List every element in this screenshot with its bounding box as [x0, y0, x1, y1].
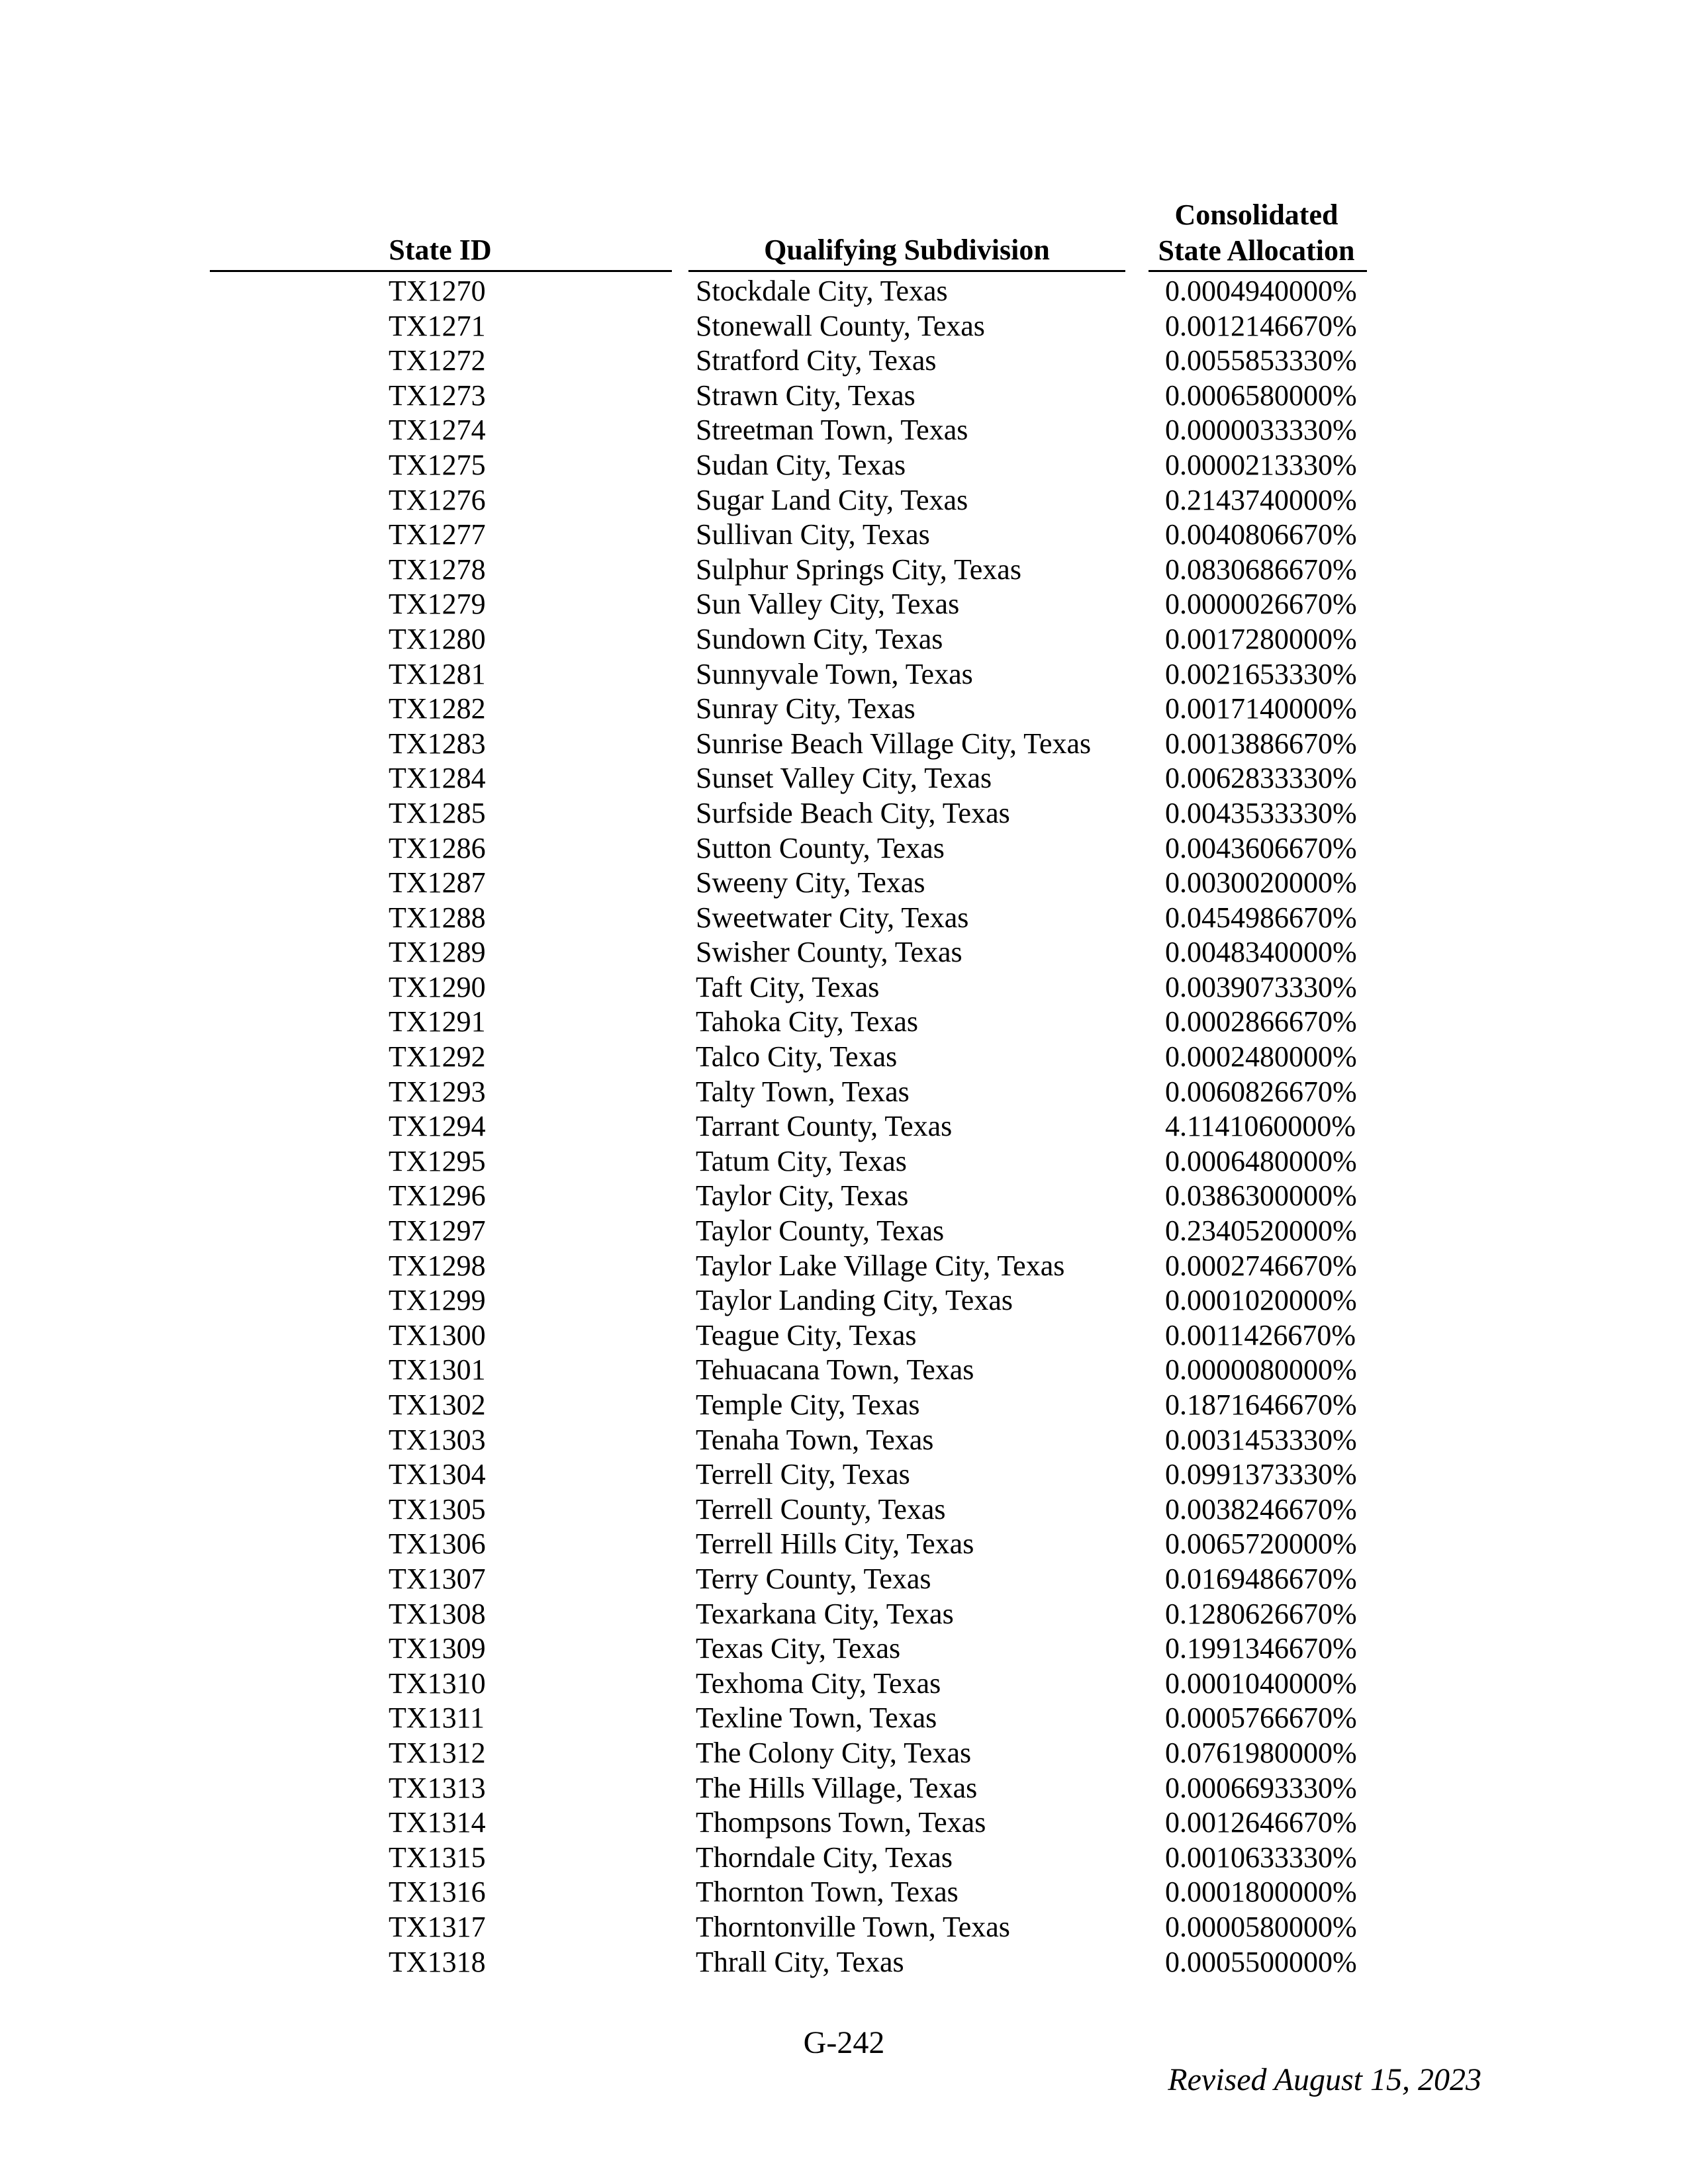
subdivision-cell: Thornton Town, Texas [696, 1876, 959, 1909]
subdivision-cell: Surfside Beach City, Texas [696, 796, 1010, 829]
subdivision-cell: Stratford City, Texas [696, 344, 937, 377]
state-id-cell: TX1284 [389, 762, 486, 795]
table-row [0, 1910, 1688, 1945]
header-state-id: State ID [389, 234, 492, 266]
table-row [0, 309, 1688, 344]
state-id-cell: TX1272 [389, 344, 486, 377]
state-id-cell: TX1318 [389, 1945, 486, 1978]
table-row [0, 518, 1688, 553]
table-row [0, 274, 1688, 309]
subdivision-cell: Tenaha Town, Texas [696, 1423, 934, 1456]
allocation-table-body [0, 274, 1688, 1979]
allocation-cell: 0.0017140000% [1165, 692, 1357, 725]
table-row [0, 1249, 1688, 1284]
table-row [0, 1075, 1688, 1110]
allocation-cell: 0.0001800000% [1165, 1876, 1357, 1909]
state-id-cell: TX1295 [389, 1144, 486, 1177]
state-id-cell: TX1294 [389, 1110, 486, 1143]
state-id-cell: TX1275 [389, 448, 486, 481]
allocation-cell: 0.0060826670% [1165, 1075, 1357, 1108]
table-row [0, 1005, 1688, 1040]
subdivision-cell: Taft City, Texas [696, 970, 880, 1003]
state-id-cell: TX1282 [389, 692, 486, 725]
table-row [0, 935, 1688, 970]
allocation-cell: 0.0043533330% [1165, 796, 1357, 829]
subdivision-cell: Terrell Hills City, Texas [696, 1527, 974, 1561]
state-id-cell: TX1304 [389, 1458, 486, 1491]
state-id-cell: TX1308 [389, 1597, 486, 1630]
table-row [0, 1875, 1688, 1910]
state-id-cell: TX1297 [389, 1214, 486, 1248]
state-id-cell: TX1291 [389, 1005, 486, 1038]
revision-date: Revised August 15, 2023 [1168, 2062, 1481, 2097]
table-row [0, 1945, 1688, 1980]
table-row [0, 1631, 1688, 1666]
allocation-cell: 0.0002746670% [1165, 1249, 1357, 1282]
subdivision-cell: Sweeny City, Texas [696, 866, 925, 899]
table-row [0, 1283, 1688, 1318]
subdivision-cell: Texarkana City, Texas [696, 1597, 954, 1630]
state-id-cell: TX1292 [389, 1040, 486, 1073]
subdivision-cell: Thorntonville Town, Texas [696, 1910, 1010, 1943]
header-rule-subdivision [688, 270, 1125, 272]
subdivision-cell: Talty Town, Texas [696, 1075, 910, 1108]
allocation-cell: 0.0169486670% [1165, 1562, 1357, 1595]
allocation-cell: 0.0006693330% [1165, 1771, 1357, 1804]
subdivision-cell: Texas City, Texas [696, 1632, 901, 1665]
allocation-cell: 0.0000213330% [1165, 448, 1357, 481]
state-id-cell: TX1286 [389, 831, 486, 864]
subdivision-cell: Sulphur Springs City, Texas [696, 553, 1021, 586]
state-id-cell: TX1307 [389, 1562, 486, 1595]
table-row [0, 1771, 1688, 1806]
table-row [0, 622, 1688, 657]
subdivision-cell: Thrall City, Texas [696, 1945, 904, 1978]
allocation-cell: 0.0006580000% [1165, 379, 1357, 412]
allocation-cell: 0.0005500000% [1165, 1945, 1357, 1978]
state-id-cell: TX1309 [389, 1632, 486, 1665]
state-id-cell: TX1299 [389, 1284, 486, 1317]
state-id-cell: TX1312 [389, 1736, 486, 1769]
state-id-cell: TX1301 [389, 1353, 486, 1387]
subdivision-cell: Terrell City, Texas [696, 1458, 910, 1491]
allocation-cell: 0.0830686670% [1165, 553, 1357, 586]
table-row [0, 587, 1688, 622]
page-number: G-242 [803, 2025, 885, 2060]
table-row [0, 831, 1688, 866]
header-allocation-line2: State Allocation [1158, 234, 1355, 267]
table-row [0, 1388, 1688, 1423]
table-row [0, 901, 1688, 936]
table-row [0, 1144, 1688, 1179]
allocation-cell: 0.0000026670% [1165, 588, 1357, 621]
subdivision-cell: Sweetwater City, Texas [696, 901, 969, 934]
table-row [0, 692, 1688, 727]
allocation-cell: 0.0002866670% [1165, 1005, 1357, 1038]
table-row [0, 1841, 1688, 1876]
subdivision-cell: Thompsons Town, Texas [696, 1806, 986, 1839]
subdivision-cell: Strawn City, Texas [696, 379, 915, 412]
table-row [0, 761, 1688, 796]
allocation-cell: 0.1280626670% [1165, 1597, 1357, 1630]
allocation-cell: 0.0040806670% [1165, 518, 1357, 551]
allocation-cell: 0.0001040000% [1165, 1666, 1357, 1700]
allocation-cell: 0.0991373330% [1165, 1458, 1357, 1491]
allocation-cell: 0.0065720000% [1165, 1527, 1357, 1561]
allocation-cell: 0.0006480000% [1165, 1144, 1357, 1177]
allocation-cell: 4.1141060000% [1165, 1110, 1356, 1143]
subdivision-cell: Sunray City, Texas [696, 692, 915, 725]
subdivision-cell: Sunnyvale Town, Texas [696, 657, 973, 690]
subdivision-cell: Streetman Town, Texas [696, 414, 968, 447]
table-row [0, 343, 1688, 379]
state-id-cell: TX1276 [389, 483, 486, 516]
subdivision-cell: Taylor Lake Village City, Texas [696, 1249, 1065, 1282]
allocation-cell: 0.1871646670% [1165, 1388, 1357, 1421]
allocation-cell: 0.0386300000% [1165, 1179, 1357, 1212]
allocation-cell: 0.0021653330% [1165, 657, 1357, 690]
subdivision-cell: Tahoka City, Texas [696, 1005, 918, 1038]
subdivision-cell: Thorndale City, Texas [696, 1841, 953, 1874]
subdivision-cell: Terry County, Texas [696, 1562, 931, 1595]
state-id-cell: TX1300 [389, 1318, 486, 1351]
state-id-cell: TX1296 [389, 1179, 486, 1212]
subdivision-cell: Sundown City, Texas [696, 622, 943, 655]
subdivision-cell: Sunrise Beach Village City, Texas [696, 727, 1092, 760]
table-row [0, 1423, 1688, 1458]
state-id-cell: TX1313 [389, 1771, 486, 1804]
table-row [0, 1179, 1688, 1214]
allocation-cell: 0.0005766670% [1165, 1702, 1357, 1735]
state-id-cell: TX1314 [389, 1806, 486, 1839]
state-id-cell: TX1289 [389, 936, 486, 969]
table-row [0, 727, 1688, 762]
table-row [0, 1805, 1688, 1841]
allocation-cell: 0.0031453330% [1165, 1423, 1357, 1456]
header-allocation-line1: Consolidated [1174, 199, 1338, 231]
subdivision-cell: Sullivan City, Texas [696, 518, 930, 551]
subdivision-cell: Sutton County, Texas [696, 831, 945, 864]
state-id-cell: TX1311 [389, 1702, 485, 1735]
allocation-cell: 0.0017280000% [1165, 622, 1357, 655]
header-qualifying-subdivision: Qualifying Subdivision [764, 234, 1050, 266]
allocation-cell: 0.1991346670% [1165, 1632, 1357, 1665]
subdivision-cell: Stonewall County, Texas [696, 309, 985, 342]
subdivision-cell: Temple City, Texas [696, 1388, 920, 1421]
state-id-cell: TX1281 [389, 657, 486, 690]
state-id-cell: TX1317 [389, 1910, 486, 1943]
table-row [0, 866, 1688, 901]
subdivision-cell: Tatum City, Texas [696, 1144, 907, 1177]
state-id-cell: TX1305 [389, 1492, 486, 1525]
subdivision-cell: Swisher County, Texas [696, 936, 962, 969]
subdivision-cell: Sudan City, Texas [696, 448, 906, 481]
table-row [0, 413, 1688, 448]
state-id-cell: TX1277 [389, 518, 486, 551]
table-row [0, 448, 1688, 483]
state-id-cell: TX1274 [389, 414, 486, 447]
state-id-cell: TX1280 [389, 622, 486, 655]
subdivision-cell: The Hills Village, Texas [696, 1771, 978, 1804]
allocation-cell: 0.0038246670% [1165, 1492, 1357, 1525]
allocation-cell: 0.0055853330% [1165, 344, 1357, 377]
table-row [0, 1736, 1688, 1771]
allocation-cell: 0.0454986670% [1165, 901, 1357, 934]
header-consolidated-state-allocation [1144, 197, 1369, 269]
state-id-cell: TX1298 [389, 1249, 486, 1282]
allocation-cell: 0.0012146670% [1165, 309, 1357, 342]
state-id-cell: TX1270 [389, 275, 486, 307]
state-id-cell: TX1316 [389, 1876, 486, 1909]
table-row [0, 1666, 1688, 1702]
table-row [0, 657, 1688, 692]
state-id-cell: TX1303 [389, 1423, 486, 1456]
allocation-cell: 0.0062833330% [1165, 762, 1357, 795]
state-id-cell: TX1273 [389, 379, 486, 412]
header-rule-allocation [1149, 270, 1367, 272]
state-id-cell: TX1287 [389, 866, 486, 899]
subdivision-cell: Texhoma City, Texas [696, 1666, 941, 1700]
state-id-cell: TX1302 [389, 1388, 486, 1421]
table-row [0, 1492, 1688, 1527]
allocation-cell: 0.2340520000% [1165, 1214, 1357, 1248]
table-row [0, 1527, 1688, 1562]
subdivision-cell: Tehuacana Town, Texas [696, 1353, 974, 1387]
table-row [0, 970, 1688, 1005]
subdivision-cell: Terrell County, Texas [696, 1492, 946, 1525]
subdivision-cell: Teague City, Texas [696, 1318, 917, 1351]
table-row [0, 796, 1688, 831]
table-row [0, 1109, 1688, 1144]
subdivision-cell: Sunset Valley City, Texas [696, 762, 992, 795]
table-row [0, 1457, 1688, 1492]
allocation-cell: 0.0030020000% [1165, 866, 1357, 899]
subdivision-cell: Texline Town, Texas [696, 1702, 937, 1735]
table-row [0, 1562, 1688, 1597]
allocation-cell: 0.0761980000% [1165, 1736, 1357, 1769]
subdivision-cell: The Colony City, Texas [696, 1736, 972, 1769]
subdivision-cell: Taylor City, Texas [696, 1179, 909, 1212]
table-row [0, 1318, 1688, 1353]
table-row [0, 483, 1688, 518]
allocation-cell: 0.0000580000% [1165, 1910, 1357, 1943]
state-id-cell: TX1288 [389, 901, 486, 934]
allocation-cell: 0.0043606670% [1165, 831, 1357, 864]
allocation-cell: 0.2143740000% [1165, 483, 1357, 516]
allocation-cell: 0.0004940000% [1165, 275, 1357, 307]
allocation-cell: 0.0000080000% [1165, 1353, 1357, 1387]
state-id-cell: TX1290 [389, 970, 486, 1003]
table-row [0, 1040, 1688, 1075]
state-id-cell: TX1279 [389, 588, 486, 621]
subdivision-cell: Sugar Land City, Texas [696, 483, 968, 516]
subdivision-cell: Taylor County, Texas [696, 1214, 945, 1248]
table-row [0, 1353, 1688, 1388]
allocation-cell: 0.0010633330% [1165, 1841, 1357, 1874]
state-id-cell: TX1278 [389, 553, 486, 586]
subdivision-cell: Sun Valley City, Texas [696, 588, 960, 621]
allocation-cell: 0.0002480000% [1165, 1040, 1357, 1073]
allocation-cell: 0.0001020000% [1165, 1284, 1357, 1317]
allocation-cell: 0.0011426670% [1165, 1318, 1356, 1351]
state-id-cell: TX1315 [389, 1841, 486, 1874]
subdivision-cell: Talco City, Texas [696, 1040, 898, 1073]
state-id-cell: TX1306 [389, 1527, 486, 1561]
state-id-cell: TX1285 [389, 796, 486, 829]
table-row [0, 1597, 1688, 1632]
header-rule-state-id [210, 270, 672, 272]
allocation-cell: 0.0000033330% [1165, 414, 1357, 447]
table-row [0, 1701, 1688, 1736]
table-row [0, 553, 1688, 588]
subdivision-cell: Taylor Landing City, Texas [696, 1284, 1013, 1317]
subdivision-cell: Stockdale City, Texas [696, 275, 948, 307]
table-row [0, 1214, 1688, 1249]
table-row [0, 379, 1688, 414]
allocation-cell: 0.0012646670% [1165, 1806, 1357, 1839]
state-id-cell: TX1271 [389, 309, 486, 342]
allocation-cell: 0.0013886670% [1165, 727, 1357, 760]
state-id-cell: TX1310 [389, 1666, 486, 1700]
allocation-cell: 0.0048340000% [1165, 936, 1357, 969]
state-id-cell: TX1293 [389, 1075, 486, 1108]
subdivision-cell: Tarrant County, Texas [696, 1110, 953, 1143]
allocation-cell: 0.0039073330% [1165, 970, 1357, 1003]
state-id-cell: TX1283 [389, 727, 486, 760]
